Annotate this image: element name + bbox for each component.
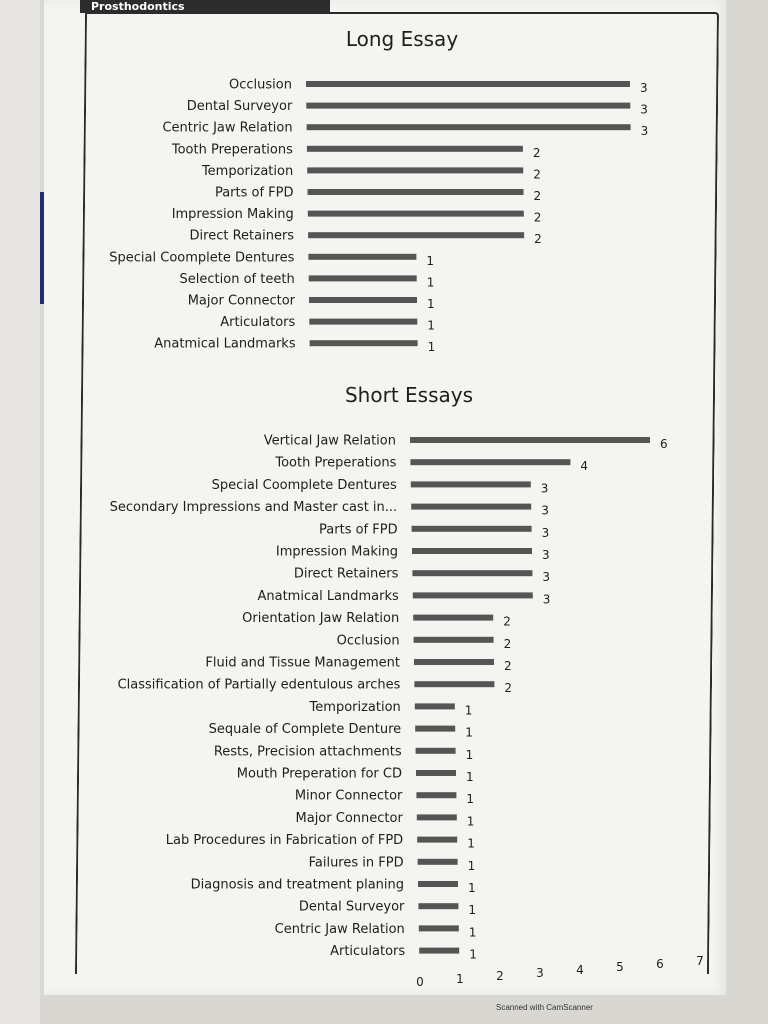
chart-title-0: Long Essay xyxy=(345,27,459,51)
data-label: 1 xyxy=(468,903,477,918)
bar xyxy=(306,81,630,87)
data-label: 3 xyxy=(640,124,649,139)
data-label: 3 xyxy=(541,503,549,518)
data-label: 3 xyxy=(640,81,648,95)
bar xyxy=(414,681,494,687)
data-label: 1 xyxy=(466,814,475,829)
category-label: Sequale of Complete Denture xyxy=(208,722,402,738)
category-label: Mouth Preperation for CD xyxy=(236,766,402,782)
bar xyxy=(307,167,523,173)
bar xyxy=(411,504,531,510)
category-label: Minor Connector xyxy=(294,788,403,804)
category-label: Special Coomplete Dentures xyxy=(109,250,295,266)
data-label: 6 xyxy=(660,437,668,451)
bar xyxy=(414,637,494,643)
bar xyxy=(308,189,524,195)
category-label: Articulators xyxy=(330,944,406,960)
category-label: Secondary Impressions and Master cast in... xyxy=(109,500,398,516)
category-label: Impression Making xyxy=(171,207,294,223)
bar xyxy=(419,948,459,954)
bar xyxy=(309,319,417,325)
data-label: 1 xyxy=(468,881,476,895)
category-label: Occlusion xyxy=(229,77,292,93)
bar xyxy=(308,232,524,238)
category-label: Centric Jaw Relation xyxy=(162,120,293,136)
data-label: 4 xyxy=(580,459,589,474)
data-label: 1 xyxy=(427,297,435,311)
category-label: Rests, Precision attachments xyxy=(213,744,402,760)
data-label: 1 xyxy=(466,792,475,807)
category-label: Orientation Jaw Relation xyxy=(242,611,400,627)
bar xyxy=(308,211,524,217)
bar xyxy=(306,103,630,109)
data-label: 2 xyxy=(504,681,513,696)
bar xyxy=(410,437,650,443)
category-label: Tooth Preperations xyxy=(275,455,397,471)
category-label: Direct Retainers xyxy=(293,566,399,582)
data-label: 3 xyxy=(541,525,550,540)
category-label: Occlusion xyxy=(336,633,400,649)
bar xyxy=(413,592,533,598)
data-label: 1 xyxy=(465,725,473,740)
category-label: Tooth Preperations xyxy=(171,142,293,158)
category-label: Classification of Partially edentulous arches xyxy=(117,677,401,693)
bar xyxy=(418,881,458,887)
data-label: 1 xyxy=(427,318,435,333)
data-label: 2 xyxy=(532,145,541,160)
category-label: Dental Surveyor xyxy=(298,899,405,915)
data-label: 3 xyxy=(540,481,549,496)
category-label: Failures in FPD xyxy=(308,855,404,871)
bar xyxy=(308,254,416,260)
bar xyxy=(416,748,456,754)
data-label: 1 xyxy=(465,747,474,762)
bar xyxy=(418,859,458,865)
bar xyxy=(309,275,417,281)
category-label: Articulators xyxy=(220,315,296,331)
category-label: Vertical Jaw Relation xyxy=(263,433,396,449)
data-label: 2 xyxy=(503,636,512,651)
data-label: 1 xyxy=(464,703,473,718)
bar xyxy=(410,459,570,465)
data-label: 3 xyxy=(542,592,551,607)
data-label: 1 xyxy=(427,340,436,355)
data-label: 1 xyxy=(426,275,435,290)
bar xyxy=(414,659,494,665)
category-label: Temporization xyxy=(201,163,294,179)
bar xyxy=(417,837,457,843)
data-label: 1 xyxy=(426,253,435,268)
bar xyxy=(307,124,631,130)
data-label: 2 xyxy=(503,614,511,629)
data-label: 2 xyxy=(533,210,542,225)
bar xyxy=(412,548,532,554)
category-label: Direct Retainers xyxy=(189,228,295,244)
category-label: Centric Jaw Relation xyxy=(274,921,405,937)
bar xyxy=(419,925,459,931)
x-tick-label: 5 xyxy=(616,960,624,974)
category-label: Diagnosis and treatment planing xyxy=(190,877,404,893)
bar xyxy=(309,297,417,303)
data-label: 3 xyxy=(542,548,550,562)
data-label: 2 xyxy=(534,232,542,247)
data-label: 2 xyxy=(504,659,512,673)
bar xyxy=(307,146,523,152)
category-label: Impression Making xyxy=(275,544,398,560)
bar xyxy=(415,703,455,709)
bar xyxy=(416,770,456,776)
bar xyxy=(411,481,531,487)
data-label: 1 xyxy=(468,925,477,940)
data-label: 1 xyxy=(467,858,476,873)
category-label: Anatmical Landmarks xyxy=(257,588,399,604)
x-tick-label: 4 xyxy=(576,963,584,977)
chart-title-1: Short Essays xyxy=(344,383,474,407)
data-label: 1 xyxy=(466,770,474,784)
bar xyxy=(412,570,532,576)
x-tick-label: 1 xyxy=(456,972,464,986)
bar xyxy=(415,726,455,732)
category-label: Selection of teeth xyxy=(179,271,295,287)
x-tick-label: 6 xyxy=(656,957,664,971)
x-tick-label: 7 xyxy=(696,954,704,968)
category-label: Special Coomplete Dentures xyxy=(211,477,397,493)
bar xyxy=(413,615,493,621)
category-label: Anatmical Landmarks xyxy=(154,336,296,352)
bar xyxy=(412,526,532,532)
category-label: Dental Surveyor xyxy=(186,99,293,115)
category-label: Temporization xyxy=(309,699,401,715)
category-label: Fluid and Tissue Management xyxy=(205,655,400,671)
category-label: Lab Procedures in Fabrication of FPD xyxy=(165,833,404,849)
data-label: 2 xyxy=(533,189,542,203)
bar xyxy=(416,792,456,798)
data-label: 1 xyxy=(469,947,477,962)
bar xyxy=(418,903,458,909)
data-label: 2 xyxy=(533,167,541,182)
data-label: 1 xyxy=(467,836,475,851)
scanner-watermark: Scanned with CamScanner xyxy=(496,1003,593,1012)
x-tick-label: 3 xyxy=(536,966,544,980)
bar xyxy=(310,340,418,346)
category-label: Parts of FPD xyxy=(319,522,398,538)
bar xyxy=(417,814,457,820)
data-label: 3 xyxy=(542,570,551,585)
category-label: Major Connector xyxy=(187,293,295,309)
data-label: 3 xyxy=(640,102,648,117)
chapter-header: Prosthodontics xyxy=(80,0,330,13)
category-label: Major Connector xyxy=(295,810,403,826)
x-tick-label: 0 xyxy=(416,975,424,989)
category-label: Parts of FPD xyxy=(214,185,294,201)
x-tick-label: 2 xyxy=(496,969,504,983)
